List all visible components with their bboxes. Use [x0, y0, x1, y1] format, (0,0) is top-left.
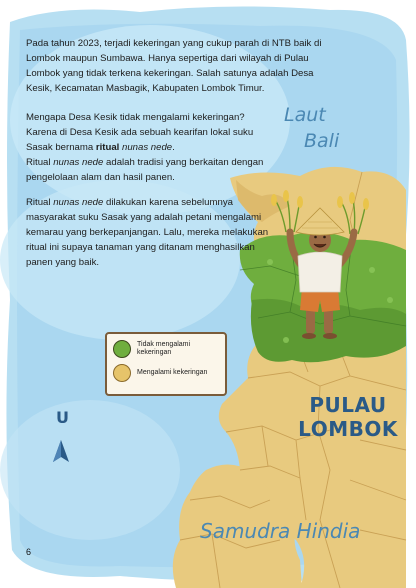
ritual-bold: ritual [95, 142, 122, 153]
legend-item-not-drought [113, 340, 219, 358]
explanation-text-1: Mengapa Desa Kesik tidak mengalami kekeringan? Karena di Desa Kesik ada sebuah kearifan lokal suku Sasak bernama [26, 112, 254, 153]
nunas-nede-italic-2: nunas nede [53, 157, 104, 168]
compass-north-letter: U [56, 408, 69, 427]
yellow-swatch-icon [113, 364, 131, 382]
intro-paragraph [26, 36, 326, 96]
legend-label: Tidak mengalami kekeringan [137, 341, 191, 356]
green-swatch-icon [113, 340, 131, 358]
legend-label: Mengalami kekeringan [137, 369, 208, 376]
intro-text: Pada tahun 2023, terjadi kekeringan yang cukup parah di NTB baik di Lombok maupun Sumbawa. Hanya sepertiga dari wilayah di Pulau Lombok yang tidak terkena kekeringan. Salah satunya adalah Desa Kesik, Kecamatan Masbagik, Kabupaten Lombok Timur. [26, 38, 322, 94]
page-number: 6 [26, 547, 32, 557]
legend-item-drought [113, 364, 219, 382]
sea-label-samudra-hindia: Samudra Hindia [200, 519, 361, 543]
sea-label-laut: Laut [284, 104, 326, 126]
nunas-nede-italic-3: nunas nede [53, 197, 104, 208]
nunas-nede-italic-1: nunas nede [121, 142, 173, 153]
explanation-paragraph: Mengapa Desa Kesik tidak mengalami kekeringan? Karena di Desa Kesik ada sebuah kearifan lokal suku Sasak bernama ritual nunas nede. Ritual nunas nede adalah tradisi yang berkaitan dengan pengelolaan alam dan hasil panen. [26, 112, 264, 183]
island-label-lombok: LOMBOK [298, 417, 398, 441]
map-legend [105, 332, 227, 396]
island-label-pulau: PULAU [309, 393, 387, 417]
ritual-paragraph: Ritual nunas nede dilakukan karena sebelumnya masyarakat suku Sasak yang adalah petani mengalami kemarau yang berkepanjangan. Lalu, mereka melakukan ritual ini supaya tanaman yang ditanam menghasilkan panen yang baik. [26, 197, 269, 268]
sea-label-bali: Bali [304, 130, 340, 152]
